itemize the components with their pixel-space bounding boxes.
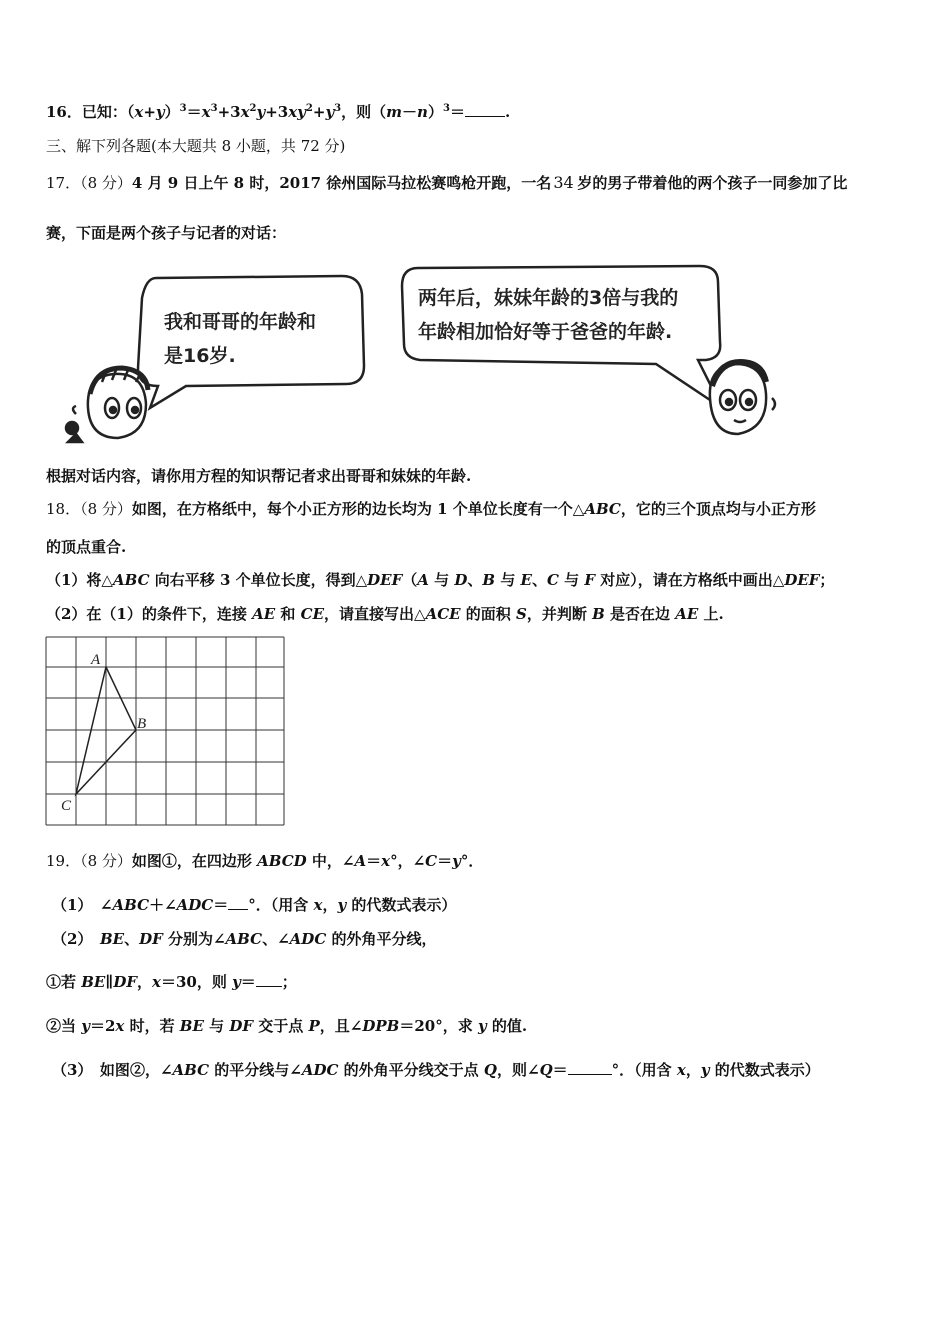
question-19-case2: ②当 y＝2x 时，若 BE 与 DF 交于点 P，且∠DPB＝20°，求 y 的值. — [46, 1017, 528, 1035]
question-17-line2: 赛，下面是两个孩子与记者的对话： — [46, 224, 287, 242]
age-value: 34 — [553, 173, 574, 192]
question-19-line1: 19．（8 分）如图①，在四边形 ABCD 中，∠A＝x°，∠C＝y°． — [46, 852, 484, 870]
answer-blank[interactable] — [465, 102, 505, 117]
bubble-right-line2: 年龄相加恰好等于爸爸的年龄. — [418, 321, 673, 343]
bubble-right-line1: 两年后，妹妹年龄的3倍与我的 — [418, 287, 679, 309]
question-18-part2: （2）在（1）的条件下，连接 AE 和 CE，请直接写出△ACE 的面积 S，并判断 B 是否在边 AE 上. — [46, 605, 724, 623]
vertex-label-c: C — [61, 798, 72, 814]
question-19-part3: （3） 如图②，∠ABC 的平分线与∠ADC 的外角平分线交于点 Q，则∠Q＝ °．（用含 x，y 的代数式表示） — [52, 1061, 820, 1079]
question-17-line1: 17．（8 分）4 月 9 日上午 8 时，2017 徐州国际马拉松赛鸣枪开跑，一名 34 岁的男子带着他的两个孩子一同参加了比 — [46, 173, 848, 192]
question-17-line3: 根据对话内容，请你用方程的知识帮记者求出哥哥和妹妹的年龄. — [46, 467, 472, 485]
question-18-line1: 18．（8 分）如图，在方格纸中，每个小正方形的边长均为 1 个单位长度有一个△ABC，它的三个顶点均与小正方形 — [46, 500, 816, 518]
question-19-case1: ①若 BE∥DF，x＝30，则 y＝ ； — [46, 973, 297, 991]
speech-bubble-left — [138, 276, 364, 408]
answer-blank[interactable] — [568, 1060, 612, 1075]
question-19-part1: （1） ∠ABC＋∠ADC＝ °．（用含 x，y 的代数式表示） — [52, 896, 457, 914]
answer-blank[interactable] — [228, 895, 248, 910]
boy-face-icon — [710, 362, 775, 434]
bubble-left-line1: 我和哥哥的年龄和 — [164, 311, 317, 333]
question-18-part1: （1）将△ABC 向右平移 3 个单位长度，得到△DEF（A 与 D、B 与 E、C 与 F 对应），请在方格纸中画出△DEF； — [46, 571, 835, 589]
question-18-line2: 的顶点重合. — [46, 538, 127, 556]
grid-figure — [45, 636, 287, 828]
question-19-part2: （2） BE、DF 分别为∠ABC、∠ADC 的外角平分线， — [52, 930, 437, 948]
answer-blank[interactable] — [256, 972, 282, 987]
question-16: 16．已知：$(x+y)^3=x^3+3x^2y+3xy^2+y^3$，则$(m-n)^3=$ . — [46, 103, 511, 121]
grid-lines — [46, 637, 284, 825]
bubble-left-line2: 是16岁. — [164, 345, 236, 367]
section-heading: 三、解下列各题(本大题共 8 小题，共 72 分) — [46, 137, 346, 155]
vertex-label-a: A — [91, 652, 101, 668]
vertex-label-b: B — [137, 716, 147, 732]
dialogue-cartoon — [46, 258, 786, 458]
girl-face-icon — [66, 368, 148, 442]
